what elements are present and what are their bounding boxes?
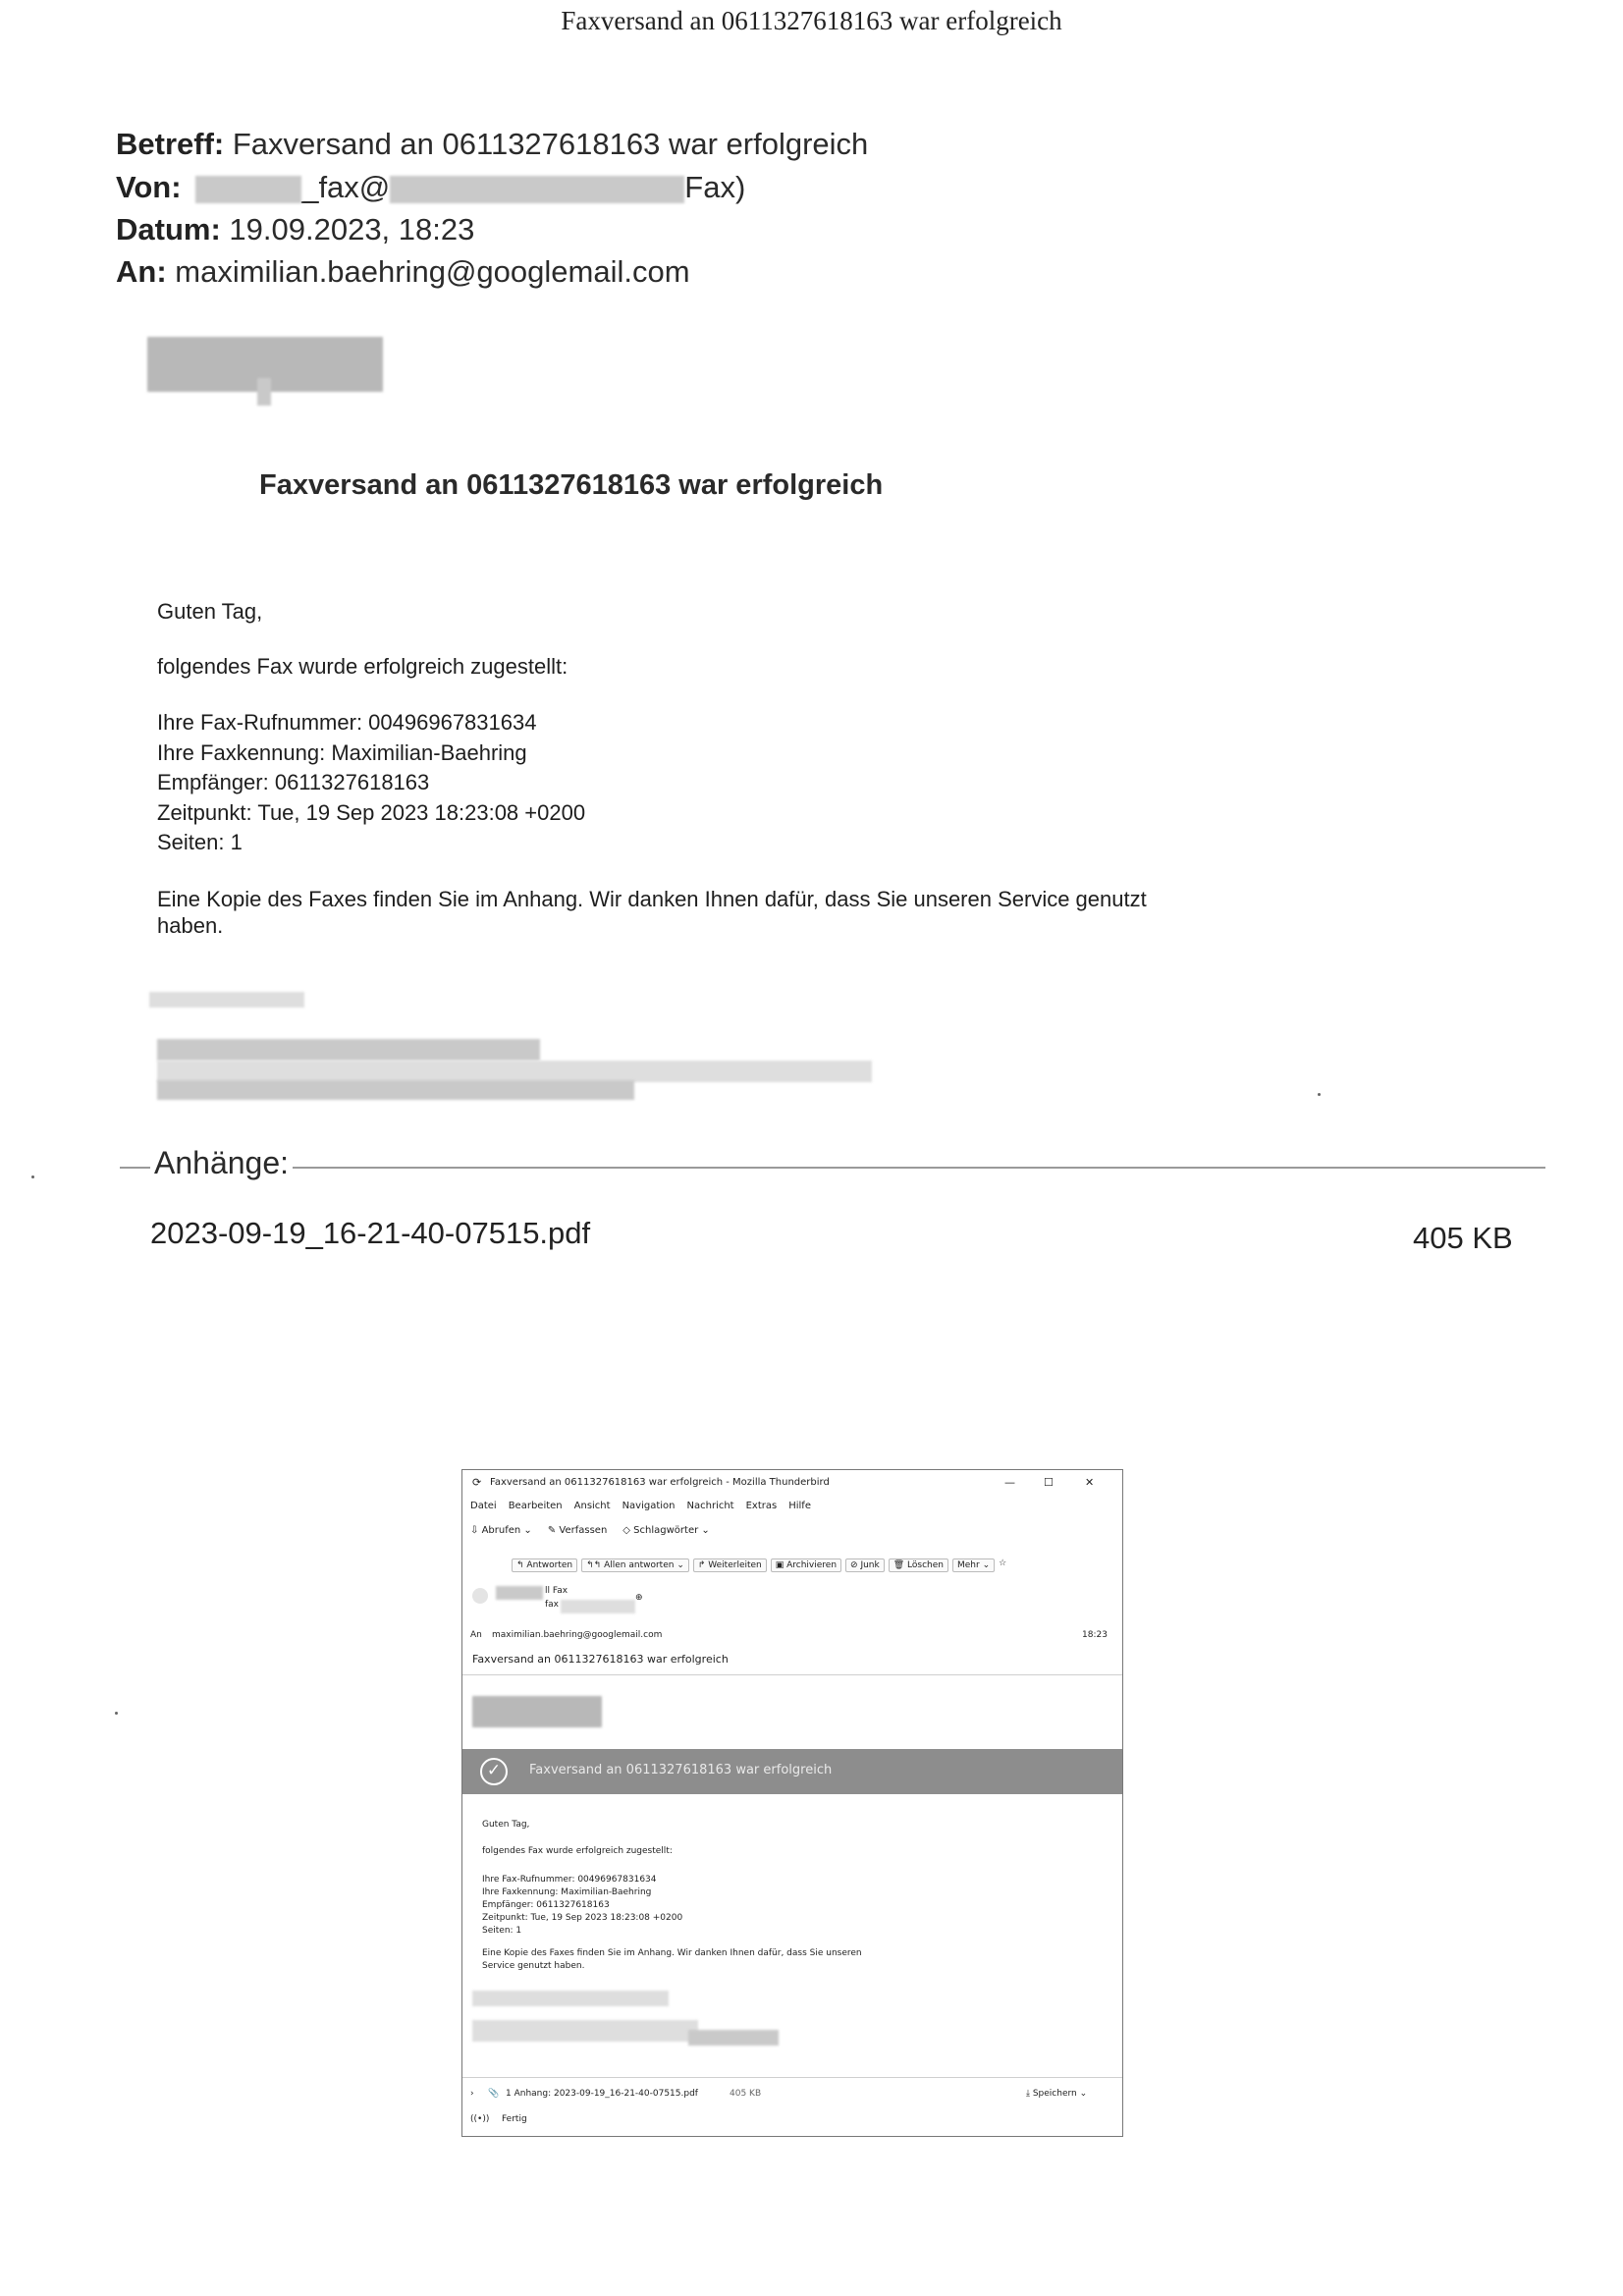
redacted-sender-name <box>496 1586 543 1600</box>
redacted-logo <box>472 1696 602 1727</box>
body-details <box>482 1874 682 1938</box>
detail-line: Ihre Faxkennung: Maximilian-Baehring <box>482 1887 652 1897</box>
delete-label: Löschen <box>907 1560 944 1570</box>
close-button[interactable]: ✕ <box>1085 1476 1095 1489</box>
detail-line: Empfänger: 0611327618163 <box>157 770 430 794</box>
compose-button[interactable] <box>548 1525 607 1536</box>
scan-speck <box>115 1712 118 1715</box>
subject-row <box>116 123 868 166</box>
junk-button[interactable]: ⊘ Junk <box>845 1558 885 1572</box>
header-separator <box>462 1674 1122 1675</box>
date-value: 19.09.2023, 18:23 <box>229 212 475 246</box>
redacted-signature-line <box>157 1061 872 1082</box>
redacted-signature-line <box>472 2020 698 2042</box>
thunderbird-icon: ⟳ <box>472 1476 482 1489</box>
from-part1: _fax@ <box>301 170 391 204</box>
attachments-divider <box>120 1167 1545 1169</box>
menu-item-hilfe[interactable]: Hilfe <box>788 1501 811 1511</box>
date-label: Datum: <box>116 212 221 246</box>
expand-attachments-icon[interactable]: › <box>470 2089 474 2099</box>
to-address[interactable]: maximilian.baehring@googlemail.com <box>492 1630 663 1640</box>
minimize-button[interactable]: — <box>1004 1476 1015 1489</box>
tags-label: Schlagwörter <box>633 1525 699 1536</box>
scan-speck <box>31 1175 34 1178</box>
detail-line: Seiten: 1 <box>157 830 243 854</box>
scan-speck <box>1318 1093 1321 1096</box>
archive-button[interactable]: ▣ Archivieren <box>771 1558 841 1572</box>
detail-line: Empfänger: 0611327618163 <box>482 1900 610 1910</box>
compose-label: Verfassen <box>559 1525 608 1536</box>
subject-label: Betreff: <box>116 127 225 161</box>
attachments-label: Anhänge: <box>150 1145 293 1181</box>
thunderbird-screenshot <box>461 1469 1123 2137</box>
to-value: maximilian.baehring@googlemail.com <box>175 254 690 289</box>
contact-add-icon[interactable]: ⊕ <box>635 1593 643 1603</box>
closing-text <box>157 886 1147 939</box>
closing-line: haben. <box>157 913 224 938</box>
detail-line: Zeitpunkt: Tue, 19 Sep 2023 18:23:08 +0200 <box>482 1913 683 1923</box>
from-label: Von: <box>116 170 182 204</box>
body-greeting: Guten Tag, <box>482 1820 530 1830</box>
to-label: An: <box>116 254 167 289</box>
window-title: Faxversand an 0611327618163 war erfolgreich - Mozilla Thunderbird <box>490 1477 830 1488</box>
activity-icon: ((•)) <box>470 2114 490 2124</box>
redacted-sender-name <box>195 176 301 203</box>
intro-text: folgendes Fax wurde erfolgreich zugestellt: <box>157 654 568 679</box>
from-row <box>116 166 745 209</box>
message-time: 18:23 <box>1082 1630 1108 1640</box>
tag-icon: ◇ <box>622 1525 630 1536</box>
menu-item-navigation[interactable]: Navigation <box>622 1501 676 1511</box>
chevron-down-icon: ⌄ <box>523 1525 532 1536</box>
date-row <box>116 208 474 251</box>
detail-line: Ihre Fax-Rufnummer: 00496967831634 <box>157 710 537 735</box>
message-heading: Faxversand an 0611327618163 war erfolgreich <box>259 469 884 501</box>
message-actions <box>512 1558 1006 1572</box>
detail-line: Seiten: 1 <box>482 1926 522 1936</box>
print-title: Faxversand an 0611327618163 war erfolgreich <box>561 6 1062 35</box>
menu-item-ansicht[interactable]: Ansicht <box>573 1501 611 1511</box>
closing-line: Eine Kopie des Faxes finden Sie im Anhang. Wir danken Ihnen dafür, dass Sie unseren <box>482 1948 862 1958</box>
main-toolbar <box>470 1525 710 1536</box>
attachment-separator <box>462 2077 1122 2078</box>
junk-label: Junk <box>860 1560 880 1570</box>
more-label: Mehr <box>956 1560 980 1570</box>
redacted-logo-tail <box>257 378 271 406</box>
redacted-signature-line <box>157 1080 634 1100</box>
attachment-size: 405 KB <box>730 2089 762 2099</box>
save-label: Speichern <box>1032 2089 1077 2099</box>
redacted-sender-domain <box>390 176 684 203</box>
menu-item-nachricht[interactable]: Nachricht <box>686 1501 734 1511</box>
fetch-icon: ⇩ <box>470 1525 479 1536</box>
to-label: An <box>470 1630 482 1640</box>
body-closing <box>482 1947 862 1973</box>
menu-item-bearbeiten[interactable]: Bearbeiten <box>508 1501 563 1511</box>
body-intro: folgendes Fax wurde erfolgreich zugestellt: <box>482 1846 673 1856</box>
delete-button[interactable]: 🗑 Löschen <box>889 1558 948 1572</box>
success-banner <box>462 1749 1122 1794</box>
to-row <box>116 250 690 294</box>
closing-line: Eine Kopie des Faxes finden Sie im Anhang. Wir danken Ihnen dafür, dass Sie unseren Service genutzt <box>157 887 1147 911</box>
redacted-signature-name <box>149 992 304 1008</box>
banner-text: Faxversand an 0611327618163 war erfolgreich <box>529 1763 833 1777</box>
redacted-sender-address <box>561 1600 635 1613</box>
detail-line: Zeitpunkt: Tue, 19 Sep 2023 18:23:08 +0200 <box>157 799 586 825</box>
from-part2: Fax) <box>684 170 746 204</box>
closing-line: Service genutzt haben. <box>482 1961 585 1971</box>
detail-line: Ihre Fax-Rufnummer: 00496967831634 <box>482 1875 657 1885</box>
attachment-file-name[interactable]: 2023-09-19_16-21-40-07515.pdf <box>150 1216 591 1250</box>
tags-button[interactable] <box>622 1525 710 1536</box>
detail-line: Ihre Faxkennung: Maximilian-Baehring <box>157 739 527 765</box>
subject-value: Faxversand an 0611327618163 war erfolgreich <box>232 127 869 161</box>
reply-all-label: Allen antworten <box>604 1560 675 1570</box>
redacted-signature-line <box>157 1039 540 1061</box>
maximize-button[interactable]: ☐ <box>1044 1476 1054 1489</box>
forward-button[interactable]: ↱ Weiterleiten <box>693 1558 767 1572</box>
reply-all-button[interactable]: ↰↰ Allen antworten ⌄ <box>581 1558 689 1572</box>
sender-address[interactable]: fax <box>545 1600 560 1610</box>
save-attachment-button[interactable]: ⤓ Speichern ⌄ <box>1026 2089 1088 2099</box>
paperclip-icon: 📎 <box>488 2089 500 2099</box>
forward-label: Weiterleiten <box>708 1560 762 1570</box>
menu-item-extras[interactable]: Extras <box>745 1501 778 1511</box>
reply-button[interactable]: ↰ Antworten <box>512 1558 577 1572</box>
attachment-file-size: 405 KB <box>1413 1221 1513 1255</box>
pencil-icon: ✎ <box>547 1525 557 1536</box>
fetch-label: Abrufen <box>481 1525 521 1536</box>
checkmark-icon: ✓ <box>480 1758 508 1785</box>
archive-label: Archivieren <box>786 1560 838 1570</box>
chevron-down-icon: ⌄ <box>701 1525 710 1536</box>
star-icon[interactable]: ☆ <box>999 1558 1007 1568</box>
status-text: Fertig <box>502 2114 527 2124</box>
reply-label: Antworten <box>526 1560 573 1570</box>
more-button[interactable]: Mehr ⌄ <box>952 1558 995 1572</box>
fax-details <box>157 708 585 858</box>
greeting: Guten Tag, <box>157 599 263 624</box>
sender-name[interactable]: ll Fax <box>545 1586 568 1596</box>
attachment-summary[interactable]: 1 Anhang: 2023-09-19_16-21-40-07515.pdf <box>506 2089 698 2099</box>
fetch-button[interactable] <box>470 1525 532 1536</box>
redacted-signature-line <box>472 1991 669 2006</box>
avatar <box>472 1588 488 1604</box>
menu-item-datei[interactable]: Datei <box>470 1501 497 1511</box>
redacted-signature-line <box>688 2030 779 2046</box>
menu-bar <box>470 1501 811 1511</box>
message-subject: Faxversand an 0611327618163 war erfolgreich <box>472 1653 729 1666</box>
